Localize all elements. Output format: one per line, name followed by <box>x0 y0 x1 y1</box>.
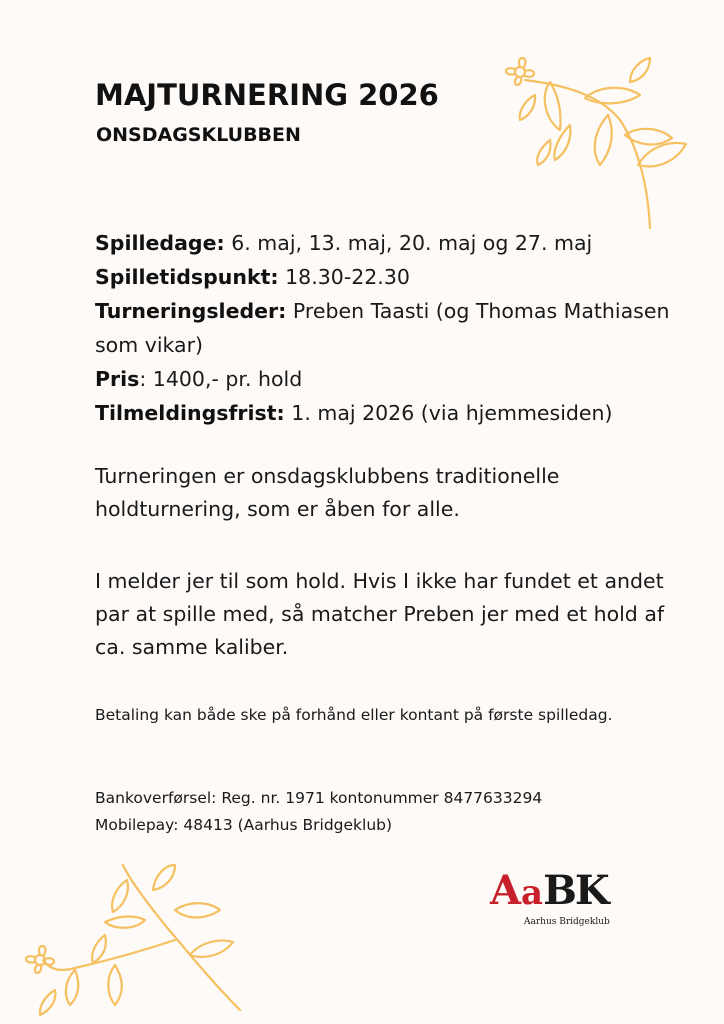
bank-transfer-line: Bankoverførsel: Reg. nr. 1971 kontonummer 8477633294 <box>95 789 543 807</box>
detail-time <box>95 260 675 294</box>
flower-branch-top-right-icon <box>490 40 700 230</box>
flower-branch-bottom-left-icon <box>15 860 245 1020</box>
detail-value: 6. maj, 13. maj, 20. maj og 27. maj <box>224 231 593 255</box>
tournament-details <box>95 226 675 430</box>
detail-label: Spilledage: <box>95 231 225 255</box>
detail-label: Pris <box>95 367 140 391</box>
logo-letters: AaBK <box>490 867 608 914</box>
detail-value: : 1400,- pr. hold <box>139 367 303 391</box>
logo-caption: Aarhus Bridgeklub <box>524 917 610 927</box>
page-title: MAJTURNERING 2026 <box>95 78 439 112</box>
detail-value: Preben Taasti (og Thomas Mathiasen som vikar) <box>95 299 670 357</box>
intro-paragraph: Turneringen er onsdagsklubbens traditionelle holdturnering, som er åben for alle. <box>95 464 560 521</box>
mobilepay-line: Mobilepay: 48413 (Aarhus Bridgeklub) <box>95 816 393 834</box>
detail-price <box>95 362 675 396</box>
detail-label: Spilletidspunkt: <box>95 265 279 289</box>
detail-value: 1. maj 2026 (via hjemmesiden) <box>284 401 613 425</box>
teams-paragraph: I melder jer til som hold. Hvis I ikke har fundet et andet par at spille med, så matcher Preben jer med et hold af ca. samme kaliber. <box>95 569 665 659</box>
payment-info <box>95 785 675 839</box>
detail-dates <box>95 226 675 260</box>
detail-deadline <box>95 396 675 430</box>
detail-label: Turneringsleder: <box>95 299 287 323</box>
detail-director <box>95 294 675 362</box>
page-subtitle: ONSDAGSKLUBBEN <box>96 124 301 146</box>
detail-label: Tilmeldingsfrist: <box>95 401 285 425</box>
payment-note: Betaling kan både ske på forhånd eller kontant på første spilledag. <box>95 706 613 724</box>
club-logo <box>490 868 630 932</box>
detail-value: 18.30-22.30 <box>278 265 410 289</box>
